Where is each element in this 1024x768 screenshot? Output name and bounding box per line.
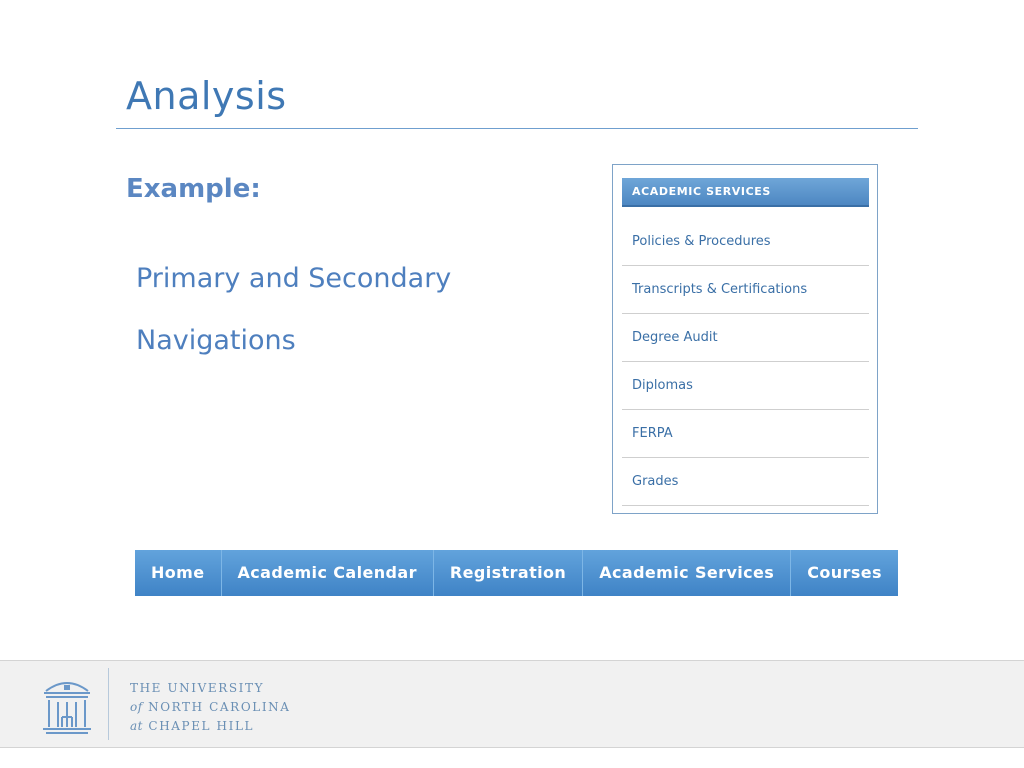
wordmark-line-3 [130, 717, 291, 736]
body-text-line-1: Primary and Secondary [136, 263, 452, 294]
slide-title: Analysis [126, 74, 287, 118]
secondary-nav-item-degree-audit[interactable]: Degree Audit [622, 314, 869, 362]
example-label: Example: [126, 174, 261, 204]
secondary-nav-item-policies[interactable]: Policies & Procedures [622, 218, 869, 266]
nav-tab-home[interactable]: Home [135, 550, 222, 596]
nav-tab-academic-calendar[interactable]: Academic Calendar [222, 550, 434, 596]
wordmark-of: of [130, 700, 143, 714]
secondary-nav-list [622, 218, 869, 506]
secondary-nav-item-grades[interactable]: Grades [622, 458, 869, 506]
wordmark-north-carolina: NORTH CAROLINA [148, 700, 291, 714]
nav-tab-courses[interactable]: Courses [807, 563, 882, 582]
wordmark-line-1: THE UNIVERSITY [130, 681, 265, 695]
secondary-nav-header: ACADEMIC SERVICES [622, 178, 869, 207]
wordmark-at: at [130, 719, 143, 733]
old-well-icon [40, 673, 94, 737]
secondary-nav-item-ferpa[interactable]: FERPA [622, 410, 869, 458]
footer-divider [108, 668, 109, 740]
nav-tab-academic-services[interactable]: Academic Services [583, 550, 791, 596]
secondary-nav-item-transcripts[interactable]: Transcripts & Certifications [622, 266, 869, 314]
title-divider [116, 128, 918, 129]
secondary-navigation-panel [612, 164, 878, 514]
university-wordmark [130, 679, 291, 736]
wordmark-chapel-hill: CHAPEL HILL [148, 719, 255, 733]
body-text-line-2: Navigations [136, 325, 296, 356]
secondary-nav-item-diplomas[interactable]: Diplomas [622, 362, 869, 410]
wordmark-line-2 [130, 698, 291, 717]
nav-tab-registration[interactable]: Registration [434, 550, 583, 596]
primary-navigation-bar [135, 550, 898, 596]
footer-banner [0, 660, 1024, 748]
